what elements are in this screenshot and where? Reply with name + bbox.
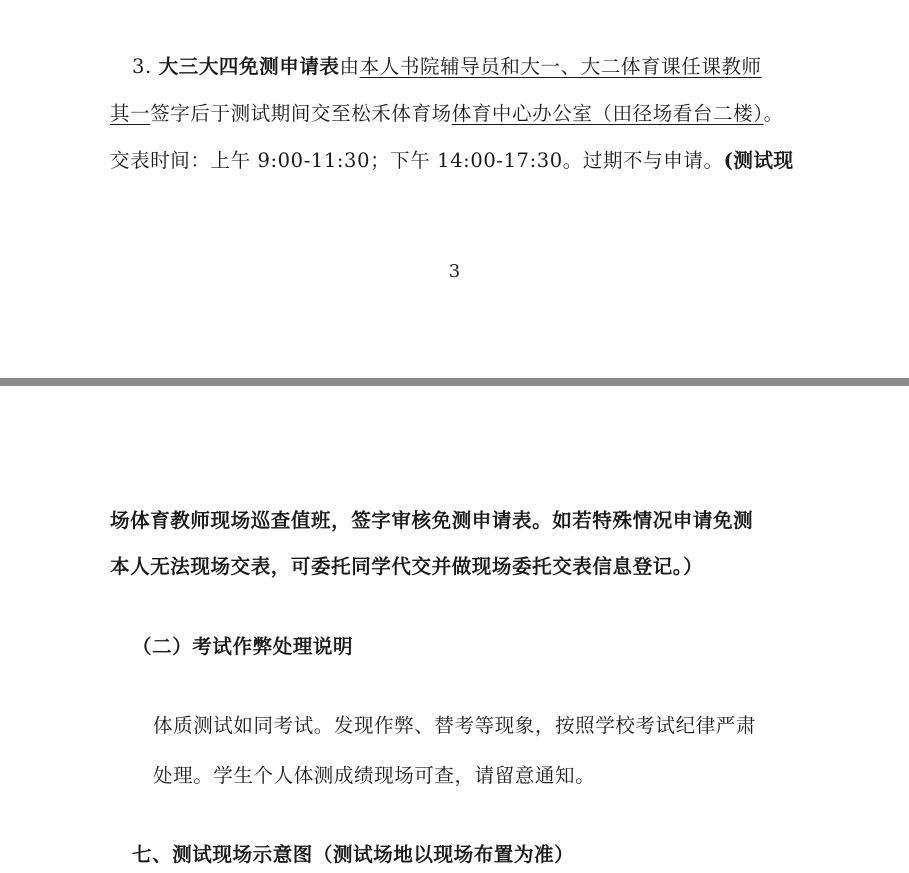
document-page-upper — [0, 0, 909, 378]
item-3-by: 由 — [339, 55, 360, 78]
item-3-line-3 — [110, 148, 794, 174]
submission-time: 交表时间：上午 9:00-11:30；下午 14:00-17:30。过期不与申请。 — [110, 149, 724, 172]
continued-note-line-1: 场体育教师现场巡查值班，签字审核免测申请表。如若特殊情况申请免测 — [110, 509, 754, 532]
form-name: 大三大四免测申请表 — [158, 55, 340, 78]
page-number: 3 — [448, 261, 461, 282]
item-3-line-1 — [132, 54, 762, 80]
section-2-body-line-2: 处理。学生个人体测成绩现场可查，请留意通知。 — [153, 764, 596, 787]
item-3-number: 3. — [132, 55, 152, 78]
onsite-note-start: (测试现 — [723, 149, 794, 172]
submission-instruction: 签字后于测试期间交至松禾体育场 — [150, 102, 452, 125]
item-3-period: 。 — [763, 102, 784, 125]
document-page-lower — [0, 386, 909, 873]
section-2-heading: （二）考试作弊处理说明 — [132, 635, 354, 658]
continued-note-line-2: 本人无法现场交表，可委托同学代交并做现场委托交表信息登记。） — [110, 555, 704, 578]
office-location: 体育中心办公室（田径场看台二楼） — [451, 102, 764, 125]
signers-text-part-1: 本人书院辅导员和大一、大二体育课任课教师 — [359, 55, 762, 78]
item-3-line-2 — [110, 101, 784, 127]
signers-text-part-2: 其一 — [110, 102, 151, 125]
section-2-body-line-1: 体质测试如同考试。发现作弊、替考等现象，按照学校考试纪律严肃 — [153, 714, 757, 737]
section-7-heading: 七、测试现场示意图（测试场地以现场布置为准） — [132, 843, 575, 866]
page-break-divider — [0, 378, 909, 386]
